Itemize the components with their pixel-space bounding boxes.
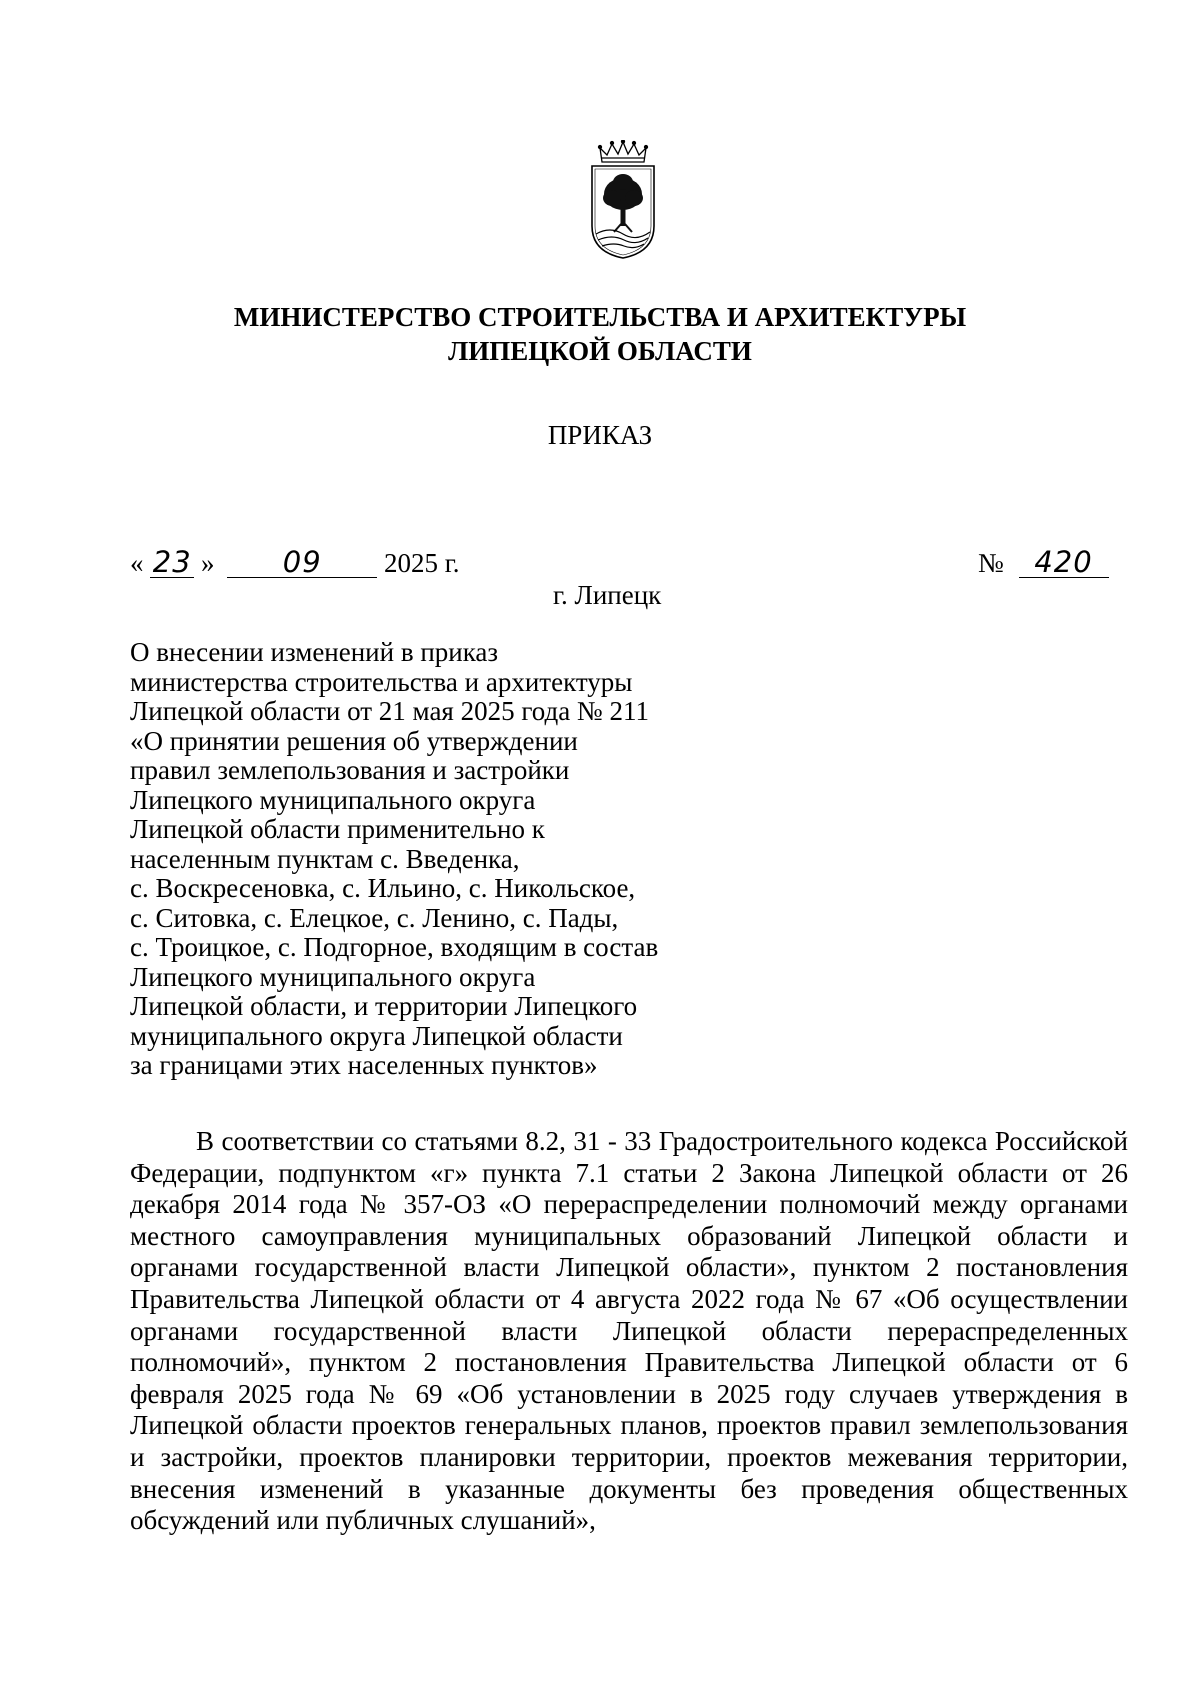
city: г. Липецк	[553, 580, 662, 610]
subject-line: министерства строительства и архитектуры	[130, 666, 633, 697]
subject-line: с. Ситовка, с. Елецкое, с. Ленино, с. Пады,	[130, 902, 619, 933]
order-subject	[130, 638, 690, 1081]
number-field	[1019, 545, 1109, 579]
oak-tree-icon	[603, 174, 643, 232]
subject-line: муниципального округа Липецкой области	[130, 1020, 623, 1051]
body-line: внесения изменений в указанные документы без проведения общественных	[130, 1473, 1128, 1504]
date-year: 2025 г.	[384, 548, 460, 578]
number-handwritten: 420	[1034, 545, 1093, 579]
subject-line: О внесении изменений в приказ	[130, 637, 499, 667]
ministry-name-line-2: ЛИПЕЦКОЙ ОБЛАСТИ	[448, 336, 752, 366]
hills-icon	[596, 230, 650, 248]
body-line: Правительства Липецкой области от 4 августа 2022 года № 67 «Об осуществлении	[130, 1283, 1128, 1314]
order-title: ПРИКАЗ	[547, 420, 653, 450]
subject-line: правил землепользования и застройки	[130, 755, 570, 785]
subject-line: населенным пунктам с. Введенка,	[130, 843, 520, 874]
order-body-paragraph	[130, 1126, 1128, 1537]
body-line: органами государственной власти Липецкой области», пунктом 2 постановления	[130, 1252, 1128, 1283]
subject-line: Липецкой области применительно к	[130, 814, 545, 844]
date-month-handwritten: 09	[282, 545, 322, 579]
date-quote-open: «	[130, 548, 144, 578]
ministry-name-line-1: МИНИСТЕРСТВО СТРОИТЕЛЬСТВА И АРХИТЕКТУРЫ	[233, 302, 967, 332]
subject-line: с. Воскресеновка, с. Ильино, с. Никольское,	[130, 873, 636, 903]
body-line: декабря 2014 года № 357-ОЗ «О перераспределении полномочий между органами	[130, 1189, 1128, 1220]
subject-line: за границами этих населенных пунктов»	[130, 1050, 598, 1080]
body-line: обсуждений или публичных слушаний»,	[130, 1505, 596, 1536]
subject-line: Липецкой области от 21 мая 2025 года № 211	[130, 696, 649, 726]
body-line: Липецкой области проектов генеральных планов, проектов правил землепользования	[130, 1410, 1128, 1441]
body-line: Федерации, подпунктом «г» пункта 7.1 статьи 2 Закона Липецкой области от 26	[130, 1157, 1128, 1188]
body-line: местного самоуправления муниципальных образований Липецкой области и	[130, 1220, 1128, 1251]
body-line: полномочий», пунктом 2 постановления Правительства Липецкой области от 6	[130, 1347, 1128, 1378]
body-line: В соответствии со статьями 8.2, 31 - 33 Градостроительного кодекса Российской	[196, 1126, 1128, 1156]
body-line: февраля 2025 года № 69 «Об установлении в 2025 году случаев утверждения в	[130, 1378, 1128, 1409]
subject-line: Липецкой области, и территории Липецкого	[130, 991, 638, 1021]
order-date	[130, 545, 460, 579]
body-line: и застройки, проектов планировки территории, проектов межевания территории,	[130, 1441, 1128, 1472]
date-day-handwritten: 23	[152, 545, 192, 579]
subject-line: с. Троицкое, с. Подгорное, входящим в состав	[130, 932, 659, 962]
subject-line: Липецкого муниципального округа	[130, 784, 536, 815]
subject-line: «О принятии решения об утверждении	[130, 725, 578, 756]
subject-line: Липецкого муниципального округа	[130, 961, 536, 992]
body-line: органами государственной власти Липецкой области перераспределенных	[130, 1315, 1128, 1346]
date-day-field	[150, 545, 194, 579]
date-month-field	[227, 545, 377, 579]
crown-icon	[599, 140, 648, 162]
order-number	[978, 545, 1109, 579]
number-label: №	[978, 548, 1004, 578]
coat-of-arms-emblem	[588, 140, 658, 260]
date-quote-close: »	[201, 548, 215, 578]
